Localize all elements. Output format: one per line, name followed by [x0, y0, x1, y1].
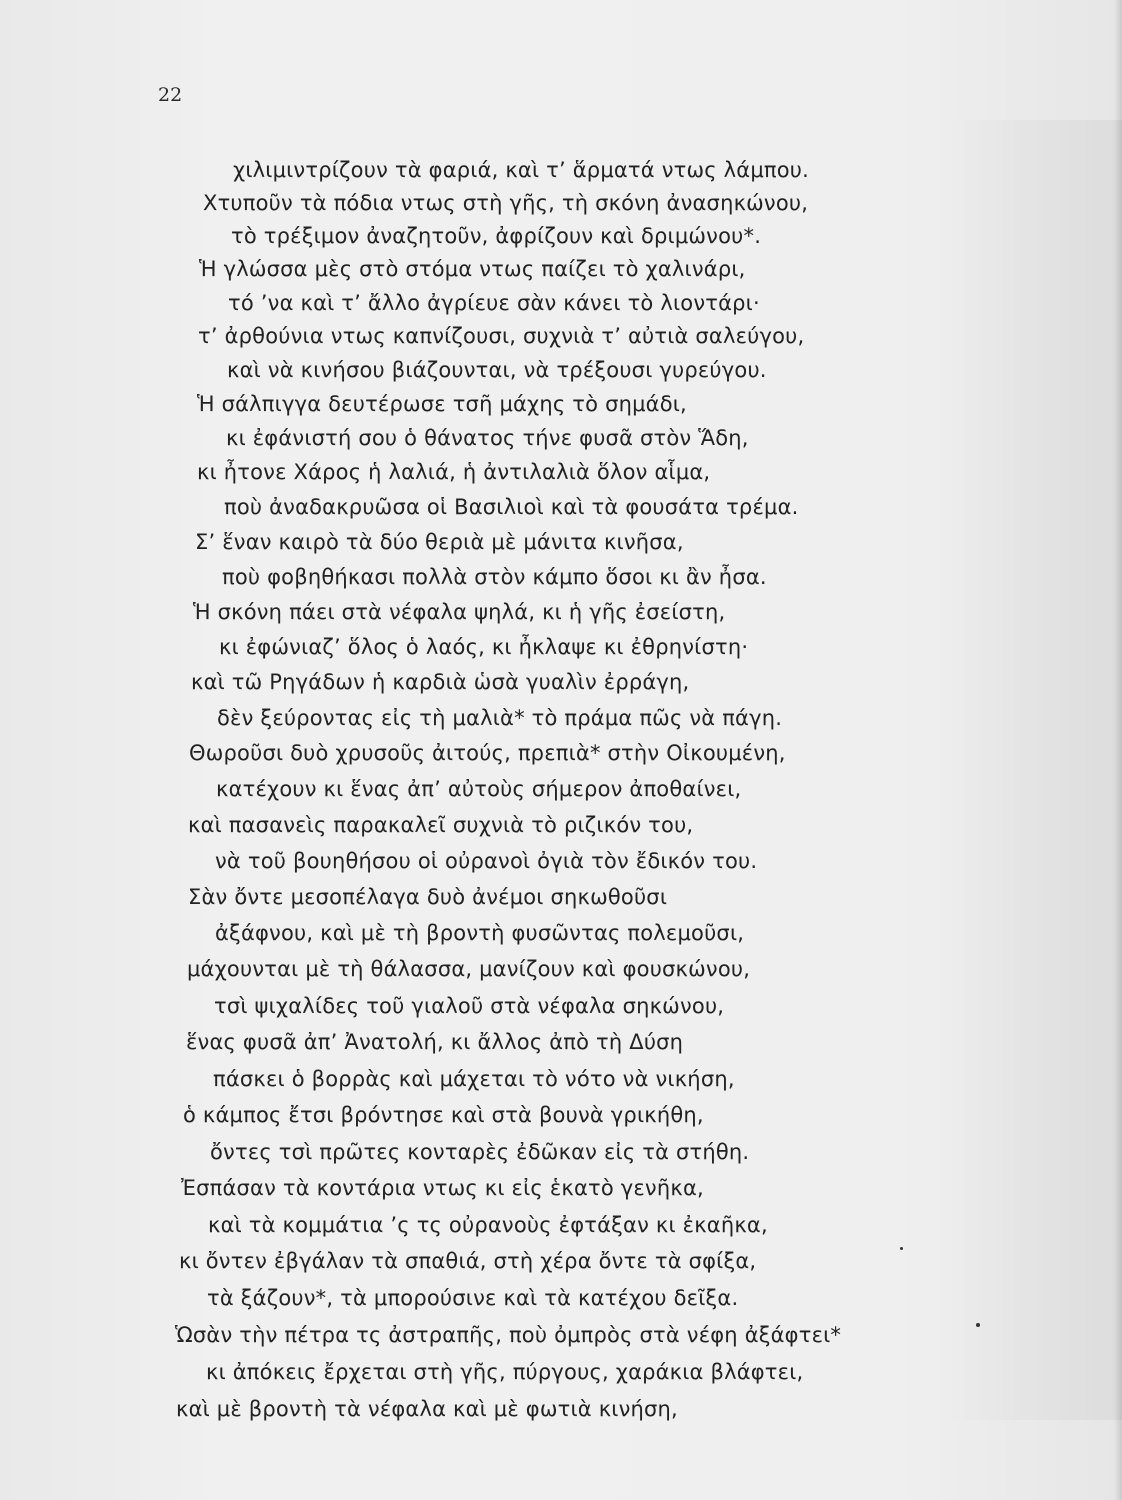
poem-line: τὰ ξάζουν*, τὰ μπορούσινε καὶ τὰ κατέχου δεῖξα. — [207, 1286, 739, 1310]
poem-line: καὶ τὰ κομμάτια ’ς τς οὐρανοὺς ἐφτάξαν κι ἐκαῆκα, — [208, 1213, 768, 1237]
ink-speck — [976, 1323, 980, 1327]
poem-line: κι ἐφάνιστή σου ὁ θάνατος τήνε φυσᾶ στὸν Ἅδη, — [226, 426, 749, 450]
poem-line: τ’ ἀρθούνια ντως καπνίζουσι, συχνιὰ τ’ αὐτιὰ σαλεύγου, — [198, 324, 805, 348]
poem-line: καὶ νὰ κινήσου βιάζουνται, νὰ τρέξουσι γυρεύγου. — [227, 358, 767, 382]
page-edge-shadow — [1114, 0, 1122, 1500]
poem-line: Θωροῦσι δυὸ χρυσοῦς ἀιτούς, πρεπιὰ* στὴν Οἰκουμένη, — [189, 741, 786, 765]
poem-line: μάχουνται μὲ τὴ θάλασσα, μανίζουν καὶ φουσκώνου, — [187, 957, 751, 981]
poem-line: Ἡ γλώσσα μὲς στὸ στόμα ντως παίζει τὸ χαλινάρι, — [199, 257, 746, 281]
poem-line: τὸ τρέξιμον ἀναζητοῦν, ἀφρίζουν καὶ δριμώνου*. — [231, 224, 762, 248]
poem-line: καὶ πασανεὶς παρακαλεῖ συχνιὰ τὸ ριζικόν του, — [188, 813, 694, 837]
poem-line: Χτυποῦν τὰ πόδια ντως στὴ γῆς, τὴ σκόνη ἀνασηκώνου, — [203, 191, 809, 215]
poem-line: Σὰν ὄντε μεσοπέλαγα δυὸ ἀνέμοι σηκωθοῦσι — [188, 885, 668, 909]
poem-line: τό ’να καὶ τ’ ἄλλο ἀγρίευε σὰν κάνει τὸ λιοντάρι· — [228, 291, 760, 315]
poem-line: καὶ μὲ βροντὴ τὰ νέφαλα καὶ μὲ φωτιὰ κινήση, — [176, 1397, 678, 1421]
poem-line: ποὺ ἀναδακρυῶσα οἱ Βασιλιοὶ καὶ τὰ φουσάτα τρέμα. — [224, 495, 799, 519]
poem-line: κι ἐφώνιαζ’ ὅλος ὁ λαός, κι ἦκλαψε κι ἐθρηνίστη· — [219, 635, 749, 659]
poem-line: πάσκει ὁ βορρὰς καὶ μάχεται τὸ νότο νὰ νικήση, — [213, 1067, 735, 1091]
poem-line: ὄντες τσὶ πρῶτες κονταρὲς ἐδῶκαν εἰς τὰ στήθη. — [210, 1140, 750, 1164]
page-number: 22 — [158, 84, 183, 106]
bleed-through-shadow — [945, 120, 1122, 1420]
poem-line: Ἐσπάσαν τὰ κοντάρια ντως κι εἰς ἑκατὸ γενῆκα, — [181, 1176, 704, 1200]
poem-line: ἕνας φυσᾶ ἀπ’ Ἀνατολή, κι ἄλλος ἀπὸ τὴ Δύση — [186, 1030, 684, 1054]
poem-line: δὲν ξεύροντας εἰς τὴ μαλιὰ* τὸ πράμα πῶς νὰ πάγη. — [217, 706, 783, 730]
poem-line: Ὡσὰν τὴν πέτρα τς ἀστραπῆς, ποὺ ὀμπρὸς στὰ νέφη ἀξάφτει* — [175, 1323, 842, 1347]
poem-line: ὁ κάμπος ἔτσι βρόντησε καὶ στὰ βουνὰ γρικήθη, — [183, 1103, 704, 1127]
poem-line: κατέχουν κι ἕνας ἀπ’ αὐτοὺς σήμερον ἀποθαίνει, — [216, 777, 742, 801]
poem-line: Ἡ σκόνη πάει στὰ νέφαλα ψηλά, κι ἡ γῆς ἐσείστη, — [193, 600, 726, 624]
poem-line: κι ἀπόκεις ἔρχεται στὴ γῆς, πύργους, χαράκια βλάφτει, — [206, 1360, 804, 1384]
ink-speck — [900, 1247, 903, 1250]
poem-line: νὰ τοῦ βουηθήσου οἱ οὐρανοὶ ὀγιὰ τὸν ἔδικόν του. — [215, 849, 758, 873]
poem-line: κι ὄντεν ἐβγάλαν τὰ σπαθιά, στὴ χέρα ὄντε τὰ σφίξα, — [179, 1249, 757, 1273]
poem-line: Ἡ σάλπιγγα δευτέρωσε τσῆ μάχης τὸ σημάδι, — [197, 392, 687, 416]
poem-line: καὶ τῶ Ρηγάδων ἡ καρδιὰ ὡσὰ γυαλὶν ἐρράγη, — [191, 670, 690, 694]
poem-line: ἀξάφνου, καὶ μὲ τὴ βροντὴ φυσῶντας πολεμοῦσι, — [215, 921, 745, 945]
poem-line: ποὺ φοβηθήκασι πολλὰ στὸν κάμπο ὅσοι κι ἂν ἦσα. — [222, 565, 767, 589]
poem-line: Σ’ ἕναν καιρὸ τὰ δύο θεριὰ μὲ μάνιτα κινῆσα, — [195, 530, 684, 554]
poem-line: χιλιμιντρίζουν τὰ φαριά, καὶ τ’ ἅρματά ντως λάμπου. — [233, 158, 810, 182]
poem-line: τσὶ ψιχαλίδες τοῦ γιαλοῦ στὰ νέφαλα σηκώνου, — [214, 994, 725, 1018]
poem-line: κι ἦτονε Χάρος ἡ λαλιά, ἡ ἀντιλαλιὰ ὅλον αἷμα, — [197, 460, 711, 484]
